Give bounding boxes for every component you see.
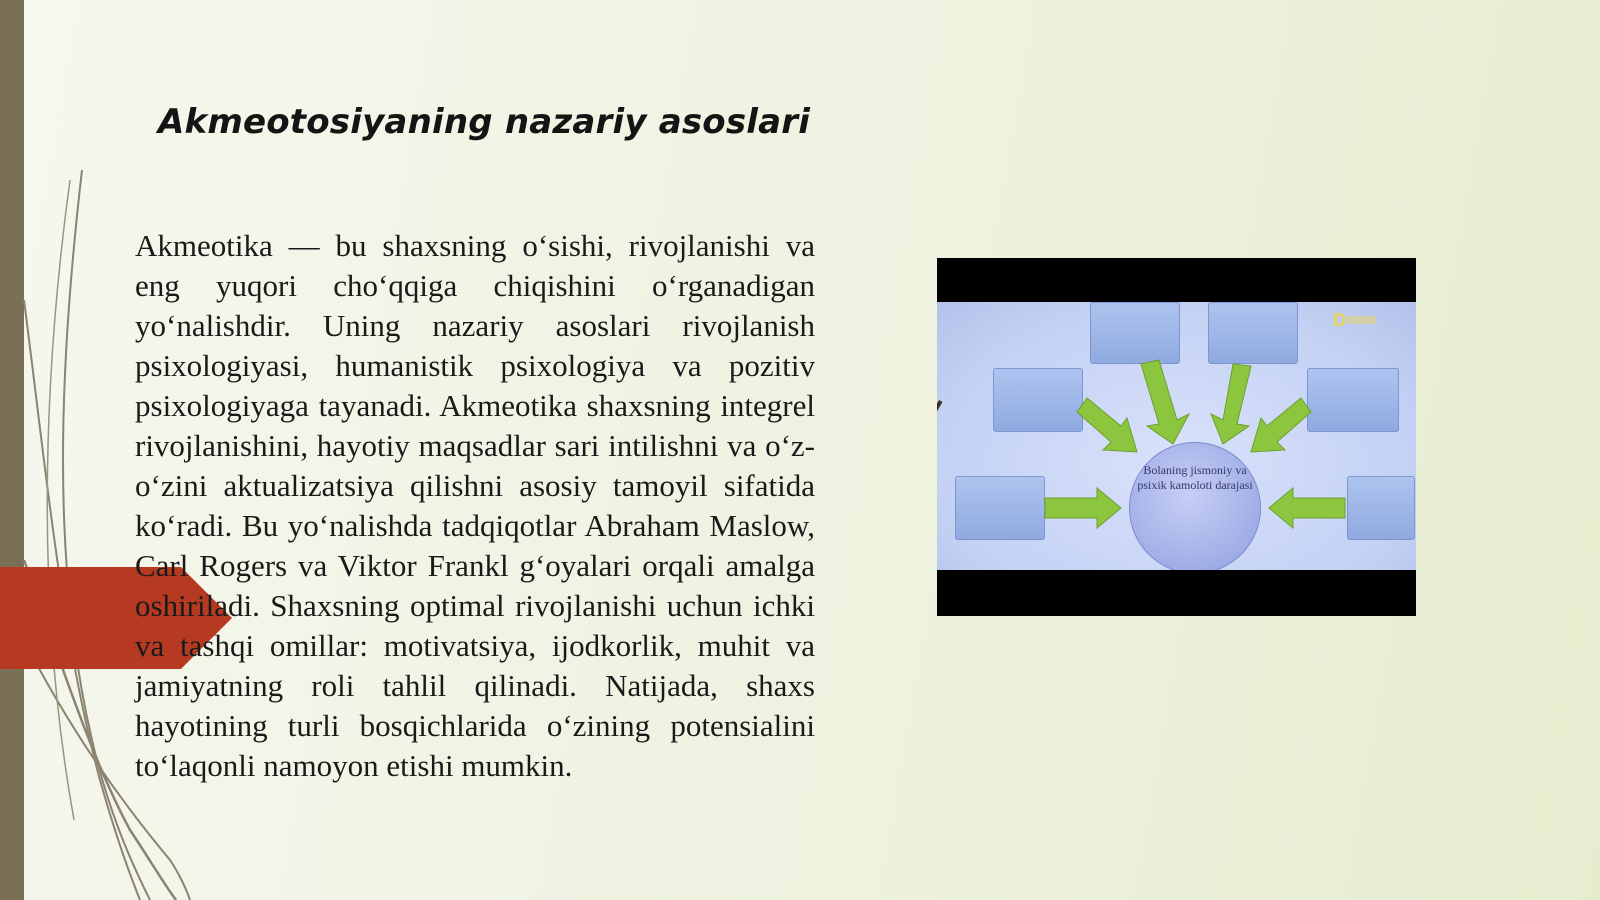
slide-title: Akmeotosiyaning nazariy asoslari [158, 102, 811, 142]
svg-text:D: D [1332, 310, 1347, 331]
slide-body-text: Akmeotika — bu shaxsning o‘sishi, rivojlanishi va eng yuqori cho‘qqiga chiqishini o‘rganadigan yo‘nalishdir. Uning nazariy asoslari rivojlanish psixologiyasi, humanistik psixologiya va pozitiv psixologiyaga tayanadi. Akmeotika shaxsning integrel rivojlanishini, hayotiy maqsadlar sari intilishni va o‘z-o‘zini aktualizatsiya qilishni asosiy tamoyil sifatida ko‘radi. Bu yo‘nalishda tadqiqotlar Abraham Maslow, Carl Rogers va Viktor Frankl g‘oyalari orqali amalga oshiriladi. Shaxsning optimal rivojlanishi uchun ichki va tashqi omillar: motivatsiya, ijodkorlik, muhit va jamiyatning roli tahlil qilinadi. Natijada, shaxs hayotining turli bosqichlarida o‘zining potensialini to‘laqonli namoyon etishi mumkin. [135, 228, 815, 783]
video-thumbnail[interactable] [937, 258, 1416, 616]
diagram-center-label: Bolaning jismoniy va psixik kamoloti darajasi [1137, 463, 1253, 492]
diagram-center-circle [1129, 442, 1261, 570]
left-accent-bar [0, 0, 24, 900]
video-frame [937, 302, 1416, 570]
